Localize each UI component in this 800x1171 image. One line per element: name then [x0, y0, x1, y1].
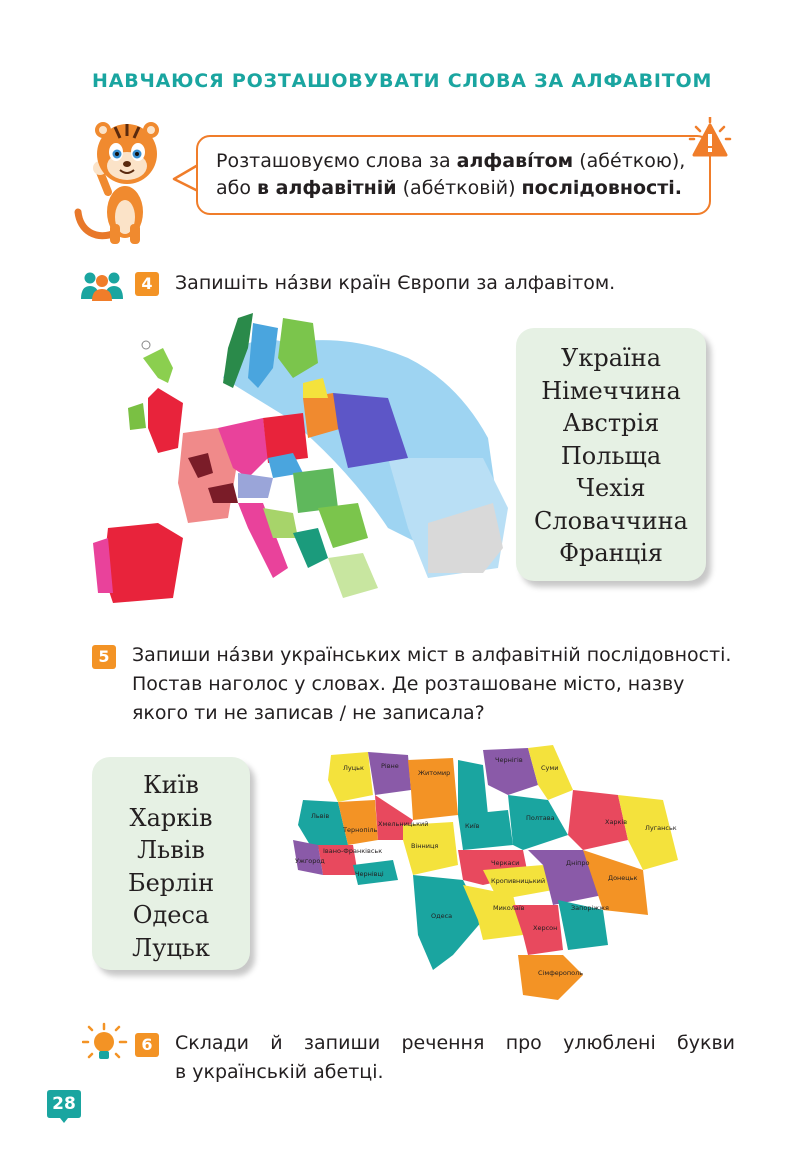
city-label: Одеса — [431, 912, 453, 920]
europe-map — [88, 308, 508, 608]
word-item: Німеччина — [541, 376, 681, 405]
countries-word-card — [516, 328, 706, 581]
task-5-number: 5 — [92, 645, 116, 669]
task-4-number: 4 — [135, 272, 159, 296]
task-5-line: Постав наголос у словах. Де розташоване місто, назву — [132, 673, 685, 695]
city-label: Полтава — [526, 814, 555, 822]
word-item: Україна — [561, 344, 661, 372]
rule-text — [216, 148, 697, 202]
word-item: Харків — [129, 803, 213, 832]
pair-work-icon — [80, 269, 124, 301]
city-label: Луцьк — [343, 764, 364, 772]
city-label: Тернопіль — [343, 826, 378, 834]
city-label: Чернігів — [495, 756, 523, 764]
city-label: Черкаси — [491, 859, 520, 867]
city-label: Кропивницький — [491, 877, 546, 885]
city-label: Миколаїв — [493, 904, 525, 912]
word-item: Луцьк — [132, 933, 210, 962]
rule-term: послідовності. — [521, 177, 683, 199]
rule-term: алфаві́том — [456, 150, 574, 172]
city-label: Хмельницький — [378, 820, 429, 828]
word-item: Київ — [143, 771, 199, 799]
city-label: Ужгород — [295, 857, 325, 865]
city-label: Дніпро — [566, 859, 590, 867]
city-label: Сімферополь — [538, 969, 584, 977]
word-item: Польща — [560, 441, 662, 470]
cities-word-card — [92, 757, 250, 970]
rule-term: в алфавітній — [257, 177, 397, 199]
city-label: Вінниця — [411, 842, 439, 850]
city-label: Херсон — [533, 924, 558, 932]
rule-text-part: (абе́ткою), — [573, 150, 686, 172]
city-label: Суми — [541, 764, 559, 772]
city-label: Чернівці — [355, 870, 384, 878]
word-item: Франція — [559, 539, 663, 567]
rule-text-part: або — [216, 177, 258, 199]
city-label: Харків — [605, 818, 628, 826]
lightbulb-icon — [82, 1022, 128, 1066]
task-6-number: 6 — [135, 1033, 159, 1057]
city-label: Луганськ — [645, 824, 677, 832]
task-6-line: в українській абетці. — [175, 1061, 384, 1083]
task-6-text — [175, 1029, 735, 1087]
word-item: Львів — [137, 836, 205, 864]
task-4-text: Запишіть на́зви країн Європи за алфавітом. — [175, 272, 616, 294]
task-5-line: якого ти не записав / не записала? — [132, 702, 485, 724]
word-item: Чехія — [576, 474, 646, 502]
word-item: Одеса — [132, 901, 210, 929]
city-label: Київ — [465, 822, 480, 830]
warning-icon — [688, 117, 732, 161]
city-label: Житомир — [418, 769, 451, 777]
word-item: Австрія — [562, 409, 660, 437]
page-number-badge — [47, 1090, 81, 1122]
rule-text-part: (абе́тковій) — [396, 177, 522, 199]
word-item: Словаччина — [534, 506, 688, 535]
ukraine-map — [283, 740, 733, 1010]
task-6-line: Склади й запиши речення про улюблені букви — [175, 1032, 735, 1054]
city-label: Рівне — [381, 762, 399, 770]
task-5-line: Запиши на́зви українських міст в алфавітній послідовності. — [132, 644, 732, 666]
city-label: Львів — [311, 812, 330, 820]
rule-text-part: Розташовуємо слова за — [216, 150, 457, 172]
city-label: Донецьк — [608, 874, 638, 882]
page-heading: НАВЧАЮСЯ РОЗТАШОВУВАТИ СЛОВА ЗА АЛФАВІТОМ — [92, 70, 713, 92]
city-label: Івано-Франківськ — [323, 847, 383, 855]
word-item: Берлін — [127, 868, 215, 897]
task-5-text — [132, 641, 732, 728]
rule-callout — [196, 135, 711, 215]
tiger-mascot-icon — [70, 112, 185, 247]
city-label: Запоріжжя — [571, 904, 609, 912]
page-number: 28 — [52, 1094, 76, 1114]
